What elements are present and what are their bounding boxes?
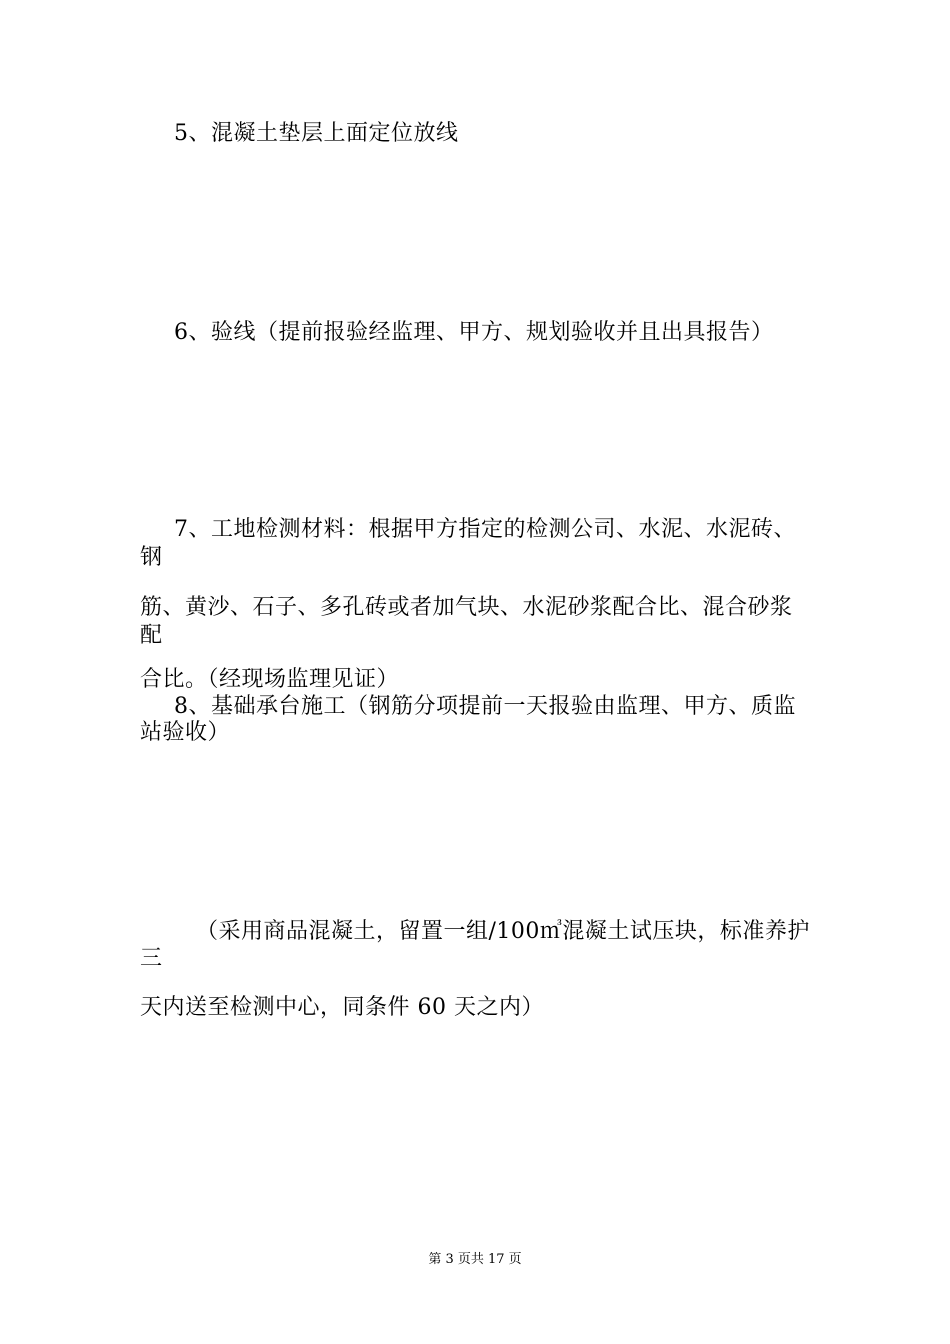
item-7-continuation-2: 合比。（经现场监理见证） [140, 667, 400, 692]
item-6-text: 6、验线（提前报验经监理、甲方、规划验收并且出具报告） [174, 320, 774, 345]
concrete-note-text: （采用商品混凝土，留置一组/100㎥混凝土试压块，标准养护 [196, 919, 810, 944]
item-7-text: 7、工地检测材料：根据甲方指定的检测公司、水泥、水泥砖、 [174, 517, 796, 542]
item-5-text: 5、混凝土垫层上面定位放线 [174, 121, 459, 146]
item-8-continuation: 站验收） [140, 720, 231, 745]
concrete-note-continuation: 天内送至检测中心，同条件 60 天之内） [140, 995, 544, 1020]
item-7-wrap-1: 钢 [140, 545, 163, 570]
item-8-text: 8、基础承台施工（钢筋分项提前一天报验由监理、甲方、质监 [174, 694, 796, 719]
item-7-wrap-2: 配 [140, 623, 163, 648]
item-7-continuation-1: 筋、黄沙、石子、多孔砖或者加气块、水泥砂浆配合比、混合砂浆 [140, 595, 793, 620]
concrete-note-wrap: 三 [140, 946, 163, 971]
page-footer: 第 3 页共 17 页 [428, 1252, 522, 1267]
